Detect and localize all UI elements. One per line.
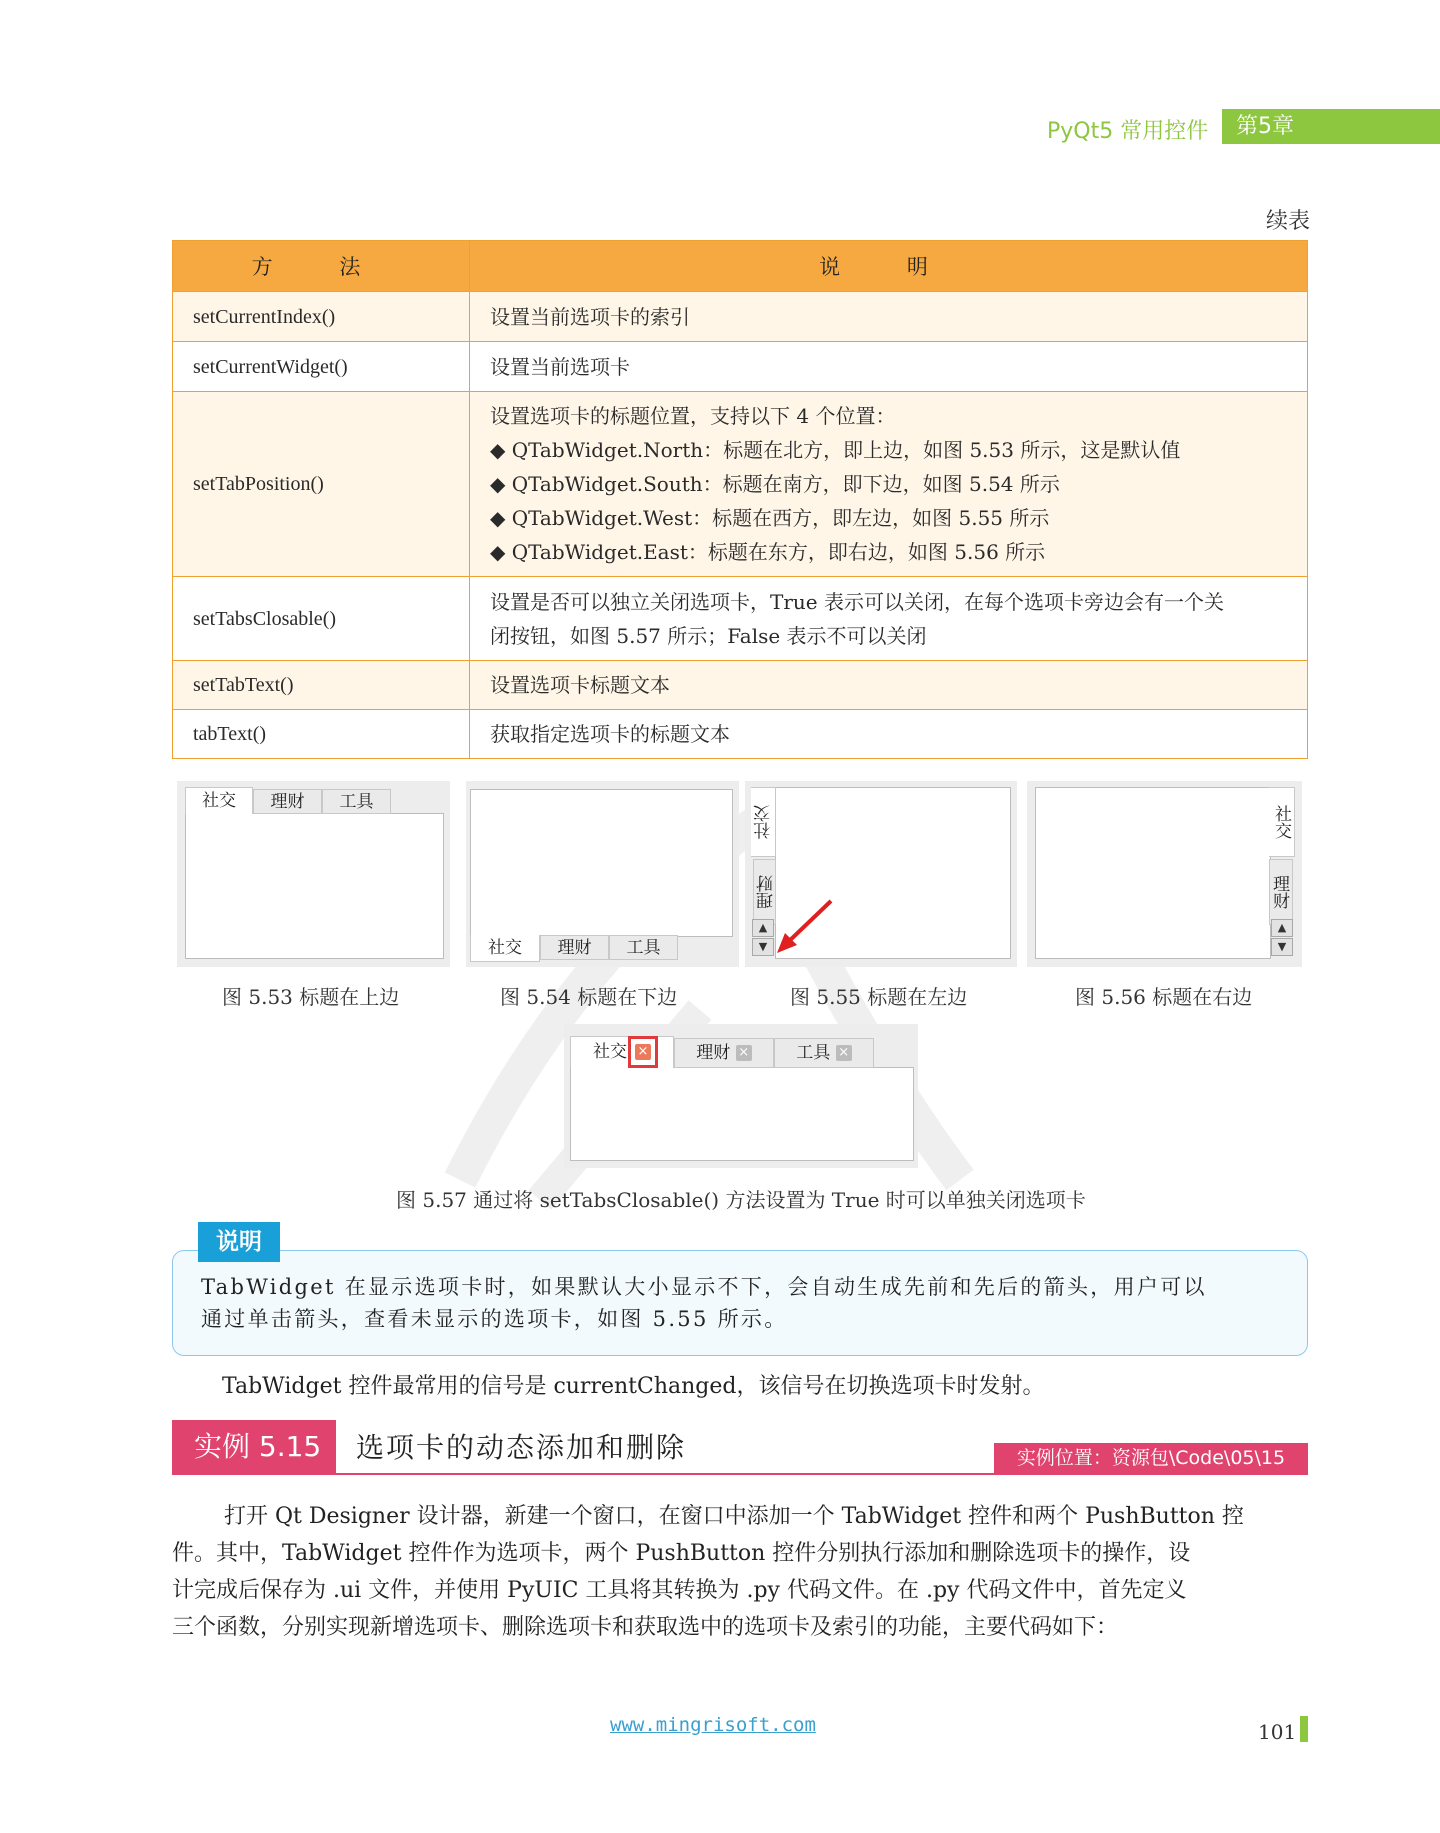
book-title: PyQt5 常用控件 bbox=[1047, 119, 1209, 144]
red-arrow-icon bbox=[775, 897, 835, 959]
desc-line: ◆ QTabWidget.South：标题在南方，即下边，如图 5.54 所示 bbox=[490, 472, 1060, 496]
tab-finance[interactable]: 理财 bbox=[1269, 859, 1293, 925]
figure-5-55 bbox=[745, 781, 1017, 967]
paragraph-line: 件。其中，TabWidget 控件作为选项卡，两个 PushButton 控件分别执行添加和删除选项卡的操作，设 bbox=[172, 1541, 1191, 1566]
desc-cell: 设置当前选项卡 bbox=[470, 342, 1308, 392]
figure-caption: 图 5.53 标题在上边 bbox=[222, 985, 400, 1009]
example-underline bbox=[172, 1473, 1308, 1475]
desc-line: 闭按钮，如图 5.57 所示；False 表示不可以关闭 bbox=[490, 623, 927, 648]
tab-finance[interactable]: 理财 bbox=[753, 859, 776, 925]
signal-paragraph: TabWidget 控件最常用的信号是 currentChanged，该信号在切换选项卡时发射。 bbox=[222, 1374, 1045, 1399]
desc-line: ◆ QTabWidget.West：标题在西方，即左边，如图 5.55 所示 bbox=[490, 506, 1050, 530]
tab-finance[interactable] bbox=[674, 1038, 774, 1068]
scroll-down-button[interactable]: ▼ bbox=[752, 938, 774, 956]
footer-link[interactable]: www.mingrisoft.com bbox=[610, 1714, 816, 1736]
tab-pane bbox=[570, 1067, 914, 1161]
table-row bbox=[173, 577, 1308, 661]
note-tag: 说明 bbox=[198, 1222, 280, 1262]
tab-pane bbox=[1035, 787, 1271, 959]
tab-label: 理财 bbox=[696, 1043, 731, 1063]
header-method: 方 法 bbox=[173, 241, 470, 292]
table-row bbox=[173, 342, 1308, 392]
paragraph-line: 三个函数，分别实现新增选项卡、删除选项卡和获取选中的选项卡及索引的功能，主要代码如下： bbox=[172, 1615, 1119, 1640]
method-cell: setCurrentWidget() bbox=[173, 342, 470, 392]
table-continued-label: 续表 bbox=[1265, 209, 1310, 234]
tab-social[interactable]: 社交 bbox=[1269, 787, 1295, 857]
example-location: 实例位置：资源包\Code\05\15 bbox=[994, 1443, 1308, 1473]
tab-social[interactable]: 社交 bbox=[751, 787, 776, 857]
close-icon[interactable]: × bbox=[836, 1045, 852, 1061]
tab-social[interactable] bbox=[570, 1036, 674, 1068]
table-row bbox=[173, 392, 1308, 577]
tab-pane bbox=[185, 813, 444, 959]
tab-tools[interactable]: 工具 bbox=[609, 935, 678, 960]
close-icon[interactable]: × bbox=[736, 1045, 752, 1061]
figure-caption: 图 5.57 通过将 setTabsClosable() 方法设置为 True 时可以单独关闭选项卡 bbox=[396, 1188, 1086, 1212]
desc-cell bbox=[470, 577, 1308, 661]
scroll-down-button[interactable]: ▼ bbox=[1271, 938, 1293, 956]
figure-caption: 图 5.54 标题在下边 bbox=[500, 985, 678, 1009]
tab-finance[interactable]: 理财 bbox=[540, 935, 609, 960]
figure-caption: 图 5.55 标题在左边 bbox=[790, 985, 968, 1009]
figure-caption: 图 5.56 标题在右边 bbox=[1075, 985, 1253, 1009]
page-marker bbox=[1300, 1716, 1308, 1742]
desc-cell: 设置选项卡标题文本 bbox=[470, 661, 1308, 710]
figure-5-53 bbox=[177, 781, 450, 967]
example-title: 选项卡的动态添加和删除 bbox=[356, 1431, 687, 1464]
header-description: 说 明 bbox=[470, 241, 1308, 292]
tab-tools[interactable] bbox=[774, 1038, 874, 1068]
methods-table bbox=[172, 240, 1308, 759]
desc-line: ◆ QTabWidget.East：标题在东方，即右边，如图 5.56 所示 bbox=[490, 540, 1046, 564]
table-header-row bbox=[173, 241, 1308, 292]
figure-5-54 bbox=[466, 781, 739, 967]
paragraph-line: 打开 Qt Designer 设计器，新建一个窗口，在窗口中添加一个 TabWidget 控件和两个 PushButton 控 bbox=[224, 1504, 1244, 1529]
method-cell: setTabPosition() bbox=[173, 392, 470, 577]
method-cell: setCurrentIndex() bbox=[173, 292, 470, 342]
scroll-up-button[interactable]: ▲ bbox=[1271, 919, 1293, 937]
note-box bbox=[172, 1250, 1308, 1356]
body-paragraph bbox=[172, 1498, 1312, 1646]
desc-cell: 设置当前选项卡的索引 bbox=[470, 292, 1308, 342]
desc-line: 设置选项卡的标题位置，支持以下 4 个位置： bbox=[490, 404, 896, 428]
scroll-up-button[interactable]: ▲ bbox=[752, 919, 774, 937]
tab-label: 社交 bbox=[593, 1042, 627, 1062]
figure-5-57 bbox=[564, 1024, 918, 1168]
example-tag: 实例 5.15 bbox=[172, 1420, 336, 1474]
tab-social[interactable]: 社交 bbox=[470, 935, 540, 962]
close-highlight-box bbox=[628, 1036, 658, 1068]
desc-line: 设置是否可以独立关闭选项卡，True 表示可以关闭，在每个选项卡旁边会有一个关 bbox=[490, 589, 1224, 614]
desc-cell bbox=[470, 392, 1308, 577]
chapter-badge: 第5章 bbox=[1222, 109, 1440, 144]
tab-pane bbox=[470, 789, 733, 937]
tab-social[interactable]: 社交 bbox=[185, 787, 253, 814]
close-icon[interactable]: × bbox=[635, 1044, 651, 1060]
note-line: 通过单击箭头，查看未显示的选项卡，如图 5.55 所示。 bbox=[201, 1307, 788, 1331]
table-row bbox=[173, 710, 1308, 759]
figure-5-56 bbox=[1027, 781, 1302, 967]
method-cell: setTabText() bbox=[173, 661, 470, 710]
table-row bbox=[173, 661, 1308, 710]
method-cell: setTabsClosable() bbox=[173, 577, 470, 661]
tab-finance[interactable]: 理财 bbox=[253, 789, 322, 814]
note-line: TabWidget 在显示选项卡时，如果默认大小显示不下，会自动生成先前和先后的箭头，用户可以 bbox=[201, 1275, 1207, 1299]
desc-cell: 获取指定选项卡的标题文本 bbox=[470, 710, 1308, 759]
paragraph-line: 计完成后保存为 .ui 文件，并使用 PyUIC 工具将其转换为 .py 代码文件。在 .py 代码文件中，首先定义 bbox=[172, 1578, 1187, 1603]
desc-line: ◆ QTabWidget.North：标题在北方，即上边，如图 5.53 所示，这是默认值 bbox=[490, 438, 1181, 462]
method-cell: tabText() bbox=[173, 710, 470, 759]
page-number: 101 bbox=[1258, 1720, 1297, 1744]
tab-label: 工具 bbox=[796, 1043, 831, 1063]
tab-tools[interactable]: 工具 bbox=[322, 789, 391, 814]
table-row bbox=[173, 292, 1308, 342]
